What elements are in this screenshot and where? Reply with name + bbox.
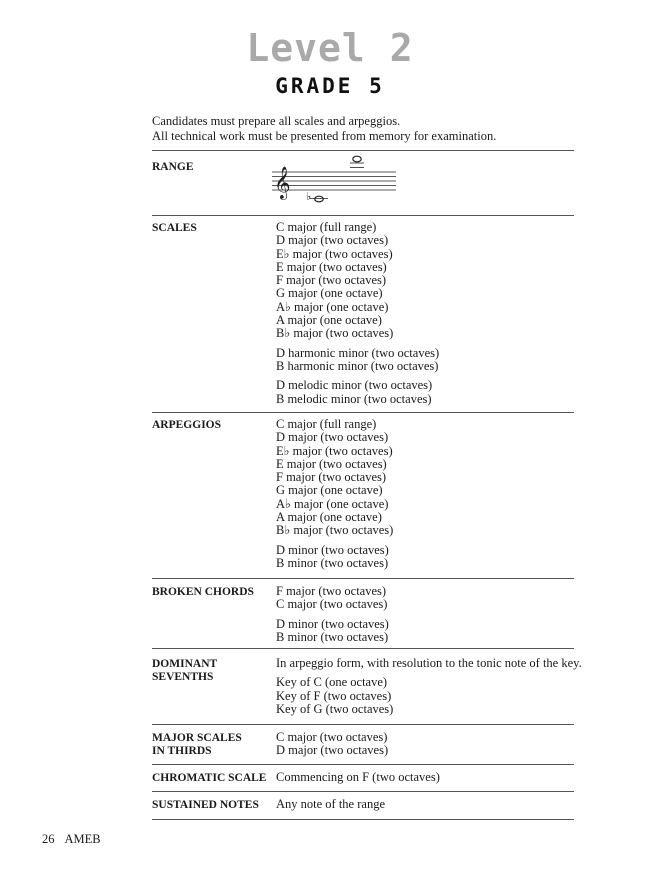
list-item: A major (one octave) (276, 313, 382, 328)
list-item: A major (one octave) (276, 510, 382, 525)
list-item: D minor (two octaves) (276, 616, 389, 631)
list-item: C major (two octaves) (276, 730, 388, 744)
broken-chords-items (276, 585, 389, 644)
range-staff (272, 152, 402, 204)
treble-clef-icon: 𝄞 (274, 166, 291, 199)
rule (152, 648, 574, 649)
list-item: E major (two octaves) (276, 259, 387, 274)
section-label-major-scales-in-thirds: MAJOR SCALES IN THIRDS (152, 732, 242, 757)
list-item: C major (full range) (276, 417, 377, 431)
publisher-name: AMEB (64, 832, 101, 846)
list-item: E♭ major (two octaves) (276, 443, 393, 458)
section-label-broken-chords: BROKEN CHORDS (152, 586, 254, 598)
page-footer (42, 832, 101, 847)
list-item: D major (two octaves) (276, 743, 389, 758)
list-item: Key of C (one octave) (276, 675, 388, 690)
high-note (353, 156, 361, 162)
list-item: Any note of the range (276, 797, 385, 811)
intro-line: Candidates must prepare all scales and arpeggios. (152, 114, 401, 128)
list-item: G major (one octave) (276, 286, 383, 301)
low-note (315, 196, 323, 202)
list-item: F major (two octaves) (276, 470, 387, 485)
major-scales-in-thirds-items (276, 731, 388, 758)
list-item: Key of F (two octaves) (276, 688, 392, 703)
list-item: B minor (two octaves) (276, 555, 389, 570)
list-item: D melodic minor (two octaves) (276, 378, 433, 393)
rule-bottom (152, 819, 574, 820)
rule-top (152, 150, 574, 151)
section-label-sustained-notes: SUSTAINED NOTES (152, 799, 259, 811)
list-item: F major (two octaves) (276, 273, 387, 288)
scales-items (276, 221, 439, 406)
sustained-notes-items (276, 798, 385, 811)
page-number: 26 (42, 832, 55, 846)
list-item: A♭ major (one octave) (276, 299, 389, 314)
list-item: D harmonic minor (two octaves) (276, 345, 440, 360)
rule (152, 215, 574, 216)
intro-line: All technical work must be presented from memory for examination. (152, 129, 497, 143)
chromatic-scale-items (276, 771, 440, 784)
arpeggios-items (276, 418, 393, 570)
list-item: G major (one octave) (276, 483, 383, 498)
list-item: C major (two octaves) (276, 597, 388, 612)
list-item: Commencing on F (two octaves) (276, 770, 440, 784)
section-label-dominant-sevenths: DOMINANT SEVENTHS (152, 658, 218, 683)
list-item: D major (two octaves) (276, 233, 389, 248)
list-item: B harmonic minor (two octaves) (276, 358, 439, 373)
level-title: Level 2 (246, 26, 414, 70)
rule (152, 578, 574, 579)
rule (152, 791, 574, 792)
intro-text (152, 114, 496, 144)
list-item: C major (full range) (276, 220, 377, 234)
dominant-sevenths-items (276, 657, 582, 716)
list-item: A♭ major (one octave) (276, 496, 389, 511)
list-item: E major (two octaves) (276, 456, 387, 471)
list-item: B melodic minor (two octaves) (276, 391, 432, 406)
grade-title: GRADE 5 (275, 74, 385, 98)
list-item: Key of G (two octaves) (276, 701, 394, 716)
list-item: E♭ major (two octaves) (276, 246, 393, 261)
list-item: F major (two octaves) (276, 584, 387, 598)
section-label-chromatic-scale: CHROMATIC SCALE (152, 772, 267, 784)
list-item: D major (two octaves) (276, 430, 389, 445)
list-item: In arpeggio form, with resolution to the tonic note of the key. (276, 656, 582, 670)
rule (152, 764, 574, 765)
list-item: D minor (two octaves) (276, 542, 389, 557)
list-item: B♭ major (two octaves) (276, 326, 394, 341)
section-label-range: RANGE (152, 161, 194, 173)
rule (152, 724, 574, 725)
list-item: B♭ major (two octaves) (276, 523, 394, 538)
section-label-arpeggios: ARPEGGIOS (152, 419, 222, 431)
flat-icon: ♭ (306, 190, 312, 203)
section-label-scales: SCALES (152, 222, 197, 234)
list-item: B minor (two octaves) (276, 629, 389, 644)
rule (152, 412, 574, 413)
